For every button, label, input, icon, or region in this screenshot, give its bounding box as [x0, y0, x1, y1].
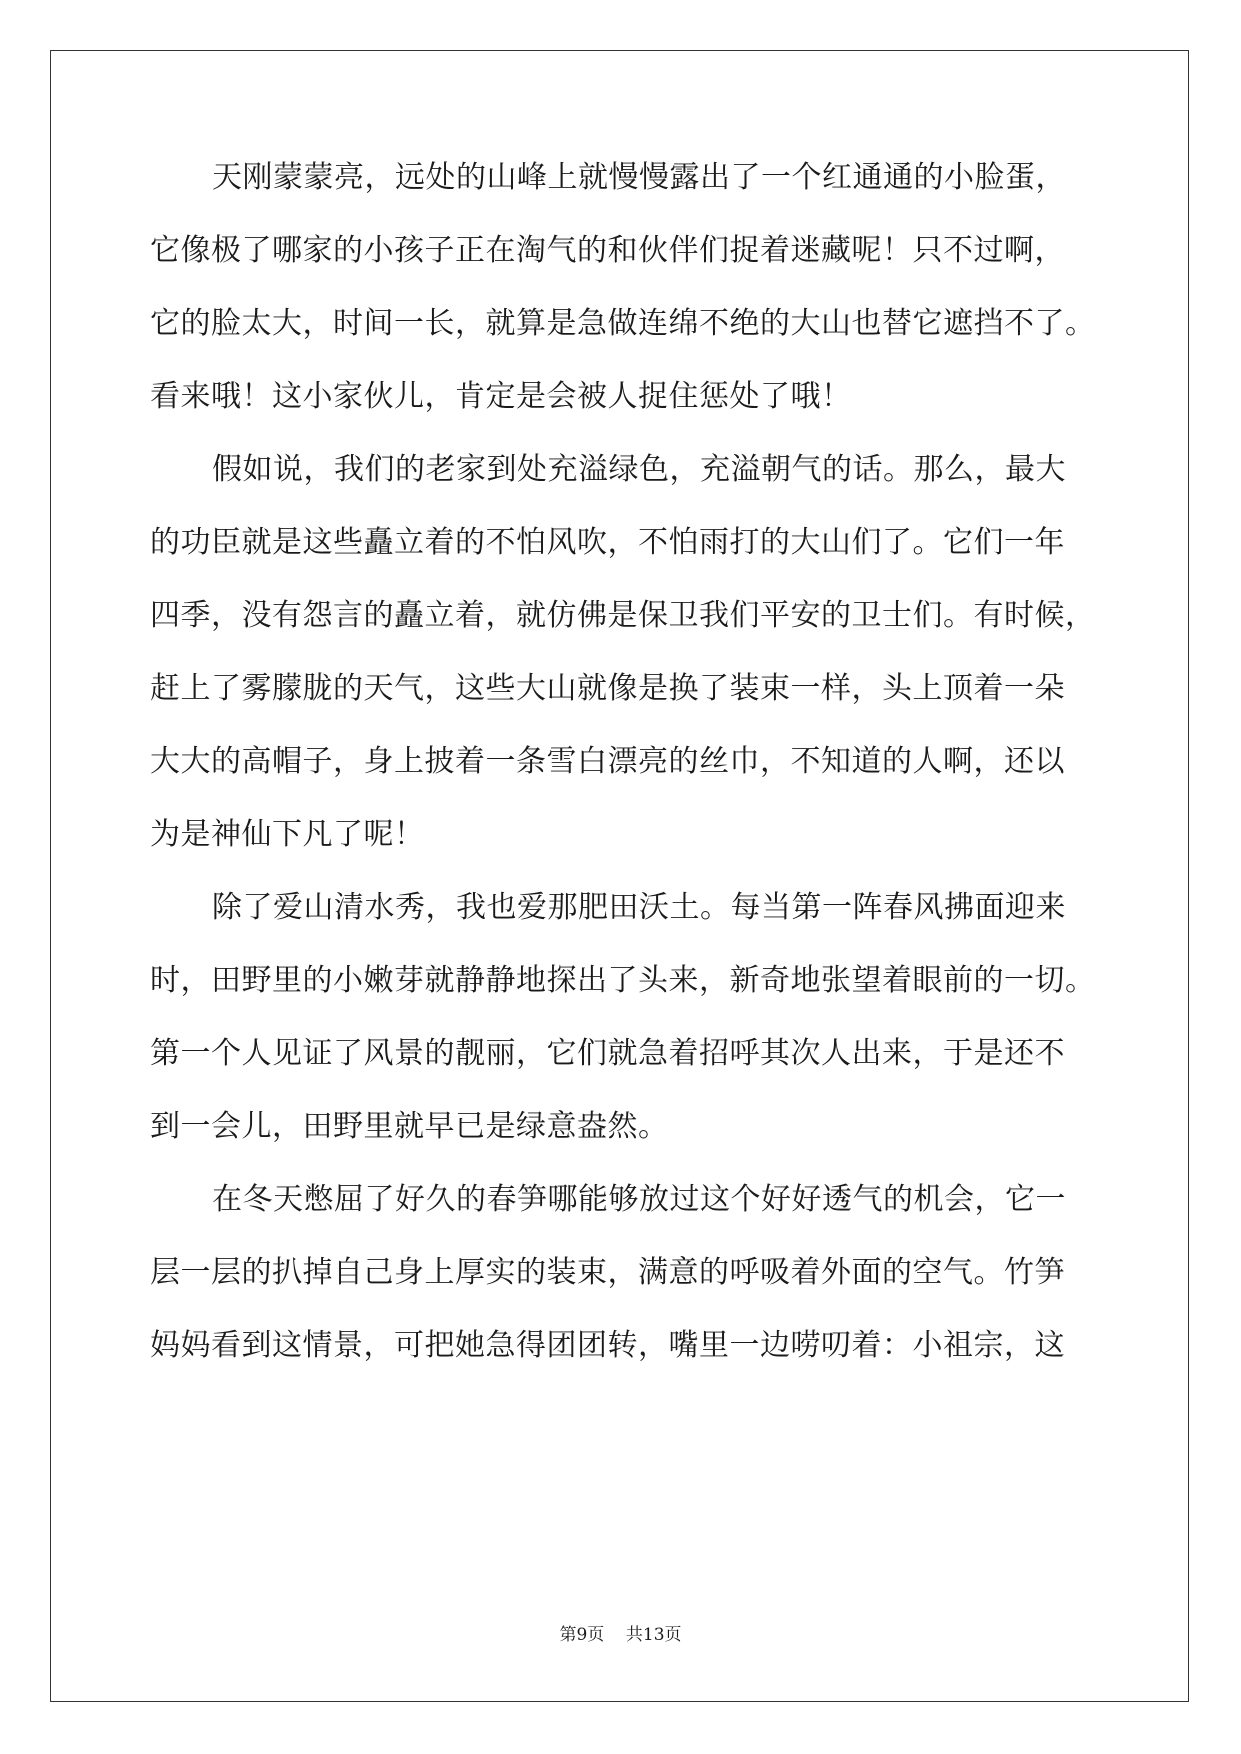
text-line: 它像极了哪家的小孩子正在淘气的和伙伴们捉着迷藏呢！只不过啊，	[150, 233, 1065, 268]
text-line: 时，田野里的小嫩芽就静静地探出了头来，新奇地张望着眼前的一切。	[150, 963, 1096, 998]
text-line: 大大的高帽子，身上披着一条雪白漂亮的丝巾，不知道的人啊，还以	[150, 744, 1065, 779]
page-number: 第9页 共13页	[559, 1625, 682, 1645]
text-line: 妈妈看到这情景，可把她急得团团转，嘴里一边唠叨着：小祖宗，这	[150, 1328, 1065, 1363]
text-line: 除了爱山清水秀，我也爱那肥田沃土。每当第一阵春风拂面迎来	[212, 890, 1066, 925]
text-line: 在冬天憋屈了好久的春笋哪能够放过这个好好透气的机会，它一	[212, 1182, 1066, 1217]
text-line: 看来哦！这小家伙儿，肯定是会被人捉住惩处了哦！	[150, 379, 852, 414]
text-line: 四季，没有怨言的矗立着，就仿佛是保卫我们平安的卫士们。有时候，	[150, 598, 1096, 633]
text-line: 第一个人见证了风景的靓丽，它们就急着招呼其次人出来，于是还不	[150, 1036, 1065, 1071]
text-line: 的功臣就是这些矗立着的不怕风吹，不怕雨打的大山们了。它们一年	[150, 525, 1065, 560]
text-line: 为是神仙下凡了呢！	[150, 817, 425, 852]
page-footer	[0, 1620, 1241, 1645]
text-line: 到一会儿，田野里就早已是绿意盎然。	[150, 1109, 669, 1144]
page-border	[50, 50, 1189, 1702]
text-line: 它的脸太大，时间一长，就算是急做连绵不绝的大山也替它遮挡不了。	[150, 306, 1096, 341]
text-line: 层一层的扒掉自己身上厚实的装束，满意的呼吸着外面的空气。竹笋	[150, 1255, 1065, 1290]
text-line: 天刚蒙蒙亮，远处的山峰上就慢慢露出了一个红通通的小脸蛋，	[212, 160, 1066, 195]
text-line: 假如说，我们的老家到处充溢绿色，充溢朝气的话。那么，最大	[212, 452, 1066, 487]
text-line: 赶上了雾朦胧的天气，这些大山就像是换了装束一样，头上顶着一朵	[150, 671, 1065, 706]
